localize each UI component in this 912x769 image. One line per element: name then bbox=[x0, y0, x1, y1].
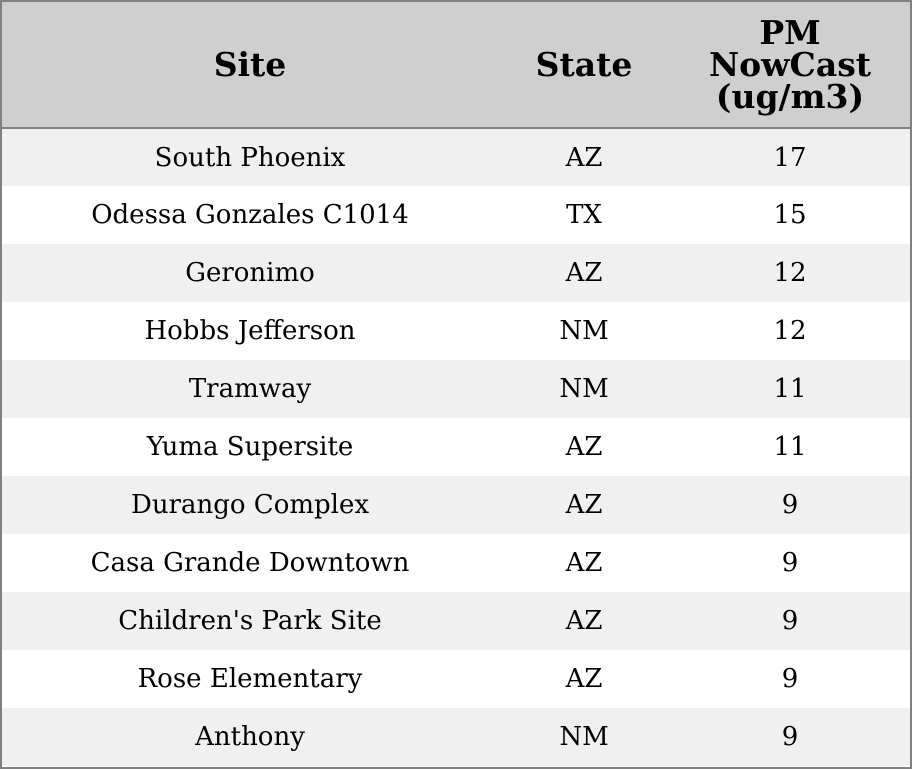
table-row bbox=[2, 650, 910, 708]
cell-site: Hobbs Jefferson bbox=[144, 316, 356, 346]
column-header-pm-line-2: NowCast bbox=[708, 44, 872, 84]
cell-state: AZ bbox=[565, 258, 603, 288]
cell-pm-value: 9 bbox=[781, 548, 799, 578]
table-row bbox=[2, 708, 910, 766]
cell-pm-value: 9 bbox=[781, 664, 799, 694]
table-row bbox=[2, 592, 910, 650]
cell-state: AZ bbox=[565, 142, 603, 173]
cell-state: NM bbox=[559, 316, 609, 346]
cell-site: Durango Complex bbox=[130, 490, 370, 520]
cell-site: Tramway bbox=[188, 374, 312, 404]
table-row bbox=[2, 244, 910, 302]
table-row bbox=[2, 534, 910, 592]
table-header bbox=[2, 2, 910, 128]
table-body bbox=[2, 128, 910, 766]
cell-site: Yuma Supersite bbox=[146, 432, 354, 462]
cell-site: Rose Elementary bbox=[137, 664, 363, 694]
cell-pm-value: 9 bbox=[781, 490, 799, 520]
cell-state: NM bbox=[559, 374, 609, 404]
header-row bbox=[2, 2, 910, 128]
table-row bbox=[2, 360, 910, 418]
cell-state: TX bbox=[566, 200, 602, 230]
cell-state: AZ bbox=[565, 490, 603, 520]
table-row bbox=[2, 418, 910, 476]
cell-state: AZ bbox=[565, 664, 603, 694]
cell-pm-value: 17 bbox=[773, 142, 807, 173]
cell-state: AZ bbox=[565, 606, 603, 636]
column-header-pm-line-3: (ug/m3) bbox=[715, 76, 865, 116]
cell-pm-value: 12 bbox=[773, 258, 807, 288]
cell-pm-value: 9 bbox=[781, 606, 799, 636]
column-header-pm-line-1: PM bbox=[759, 12, 821, 52]
cell-site: Anthony bbox=[195, 722, 305, 752]
cell-pm-value: 11 bbox=[773, 432, 807, 462]
cell-state: NM bbox=[559, 722, 609, 752]
cell-site: Odessa Gonzales C1014 bbox=[91, 200, 409, 230]
cell-site: Casa Grande Downtown bbox=[90, 548, 410, 578]
table-row bbox=[2, 302, 910, 360]
cell-site: South Phoenix bbox=[154, 142, 346, 173]
table-row bbox=[2, 128, 910, 186]
table-row bbox=[2, 476, 910, 534]
cell-pm-value: 15 bbox=[773, 200, 807, 230]
cell-site: Geronimo bbox=[185, 258, 315, 288]
cell-pm-value: 12 bbox=[773, 316, 807, 346]
cell-state: AZ bbox=[565, 432, 603, 462]
cell-pm-value: 9 bbox=[781, 722, 799, 752]
column-header-state: State bbox=[498, 2, 670, 128]
pm-nowcast-table bbox=[2, 2, 910, 766]
cell-pm-value: 11 bbox=[773, 374, 807, 404]
cell-state: AZ bbox=[565, 548, 603, 578]
column-header-site: Site bbox=[2, 2, 498, 128]
cell-site: Children's Park Site bbox=[118, 606, 382, 636]
column-header-pm-nowcast bbox=[670, 2, 910, 128]
table-row bbox=[2, 186, 910, 244]
